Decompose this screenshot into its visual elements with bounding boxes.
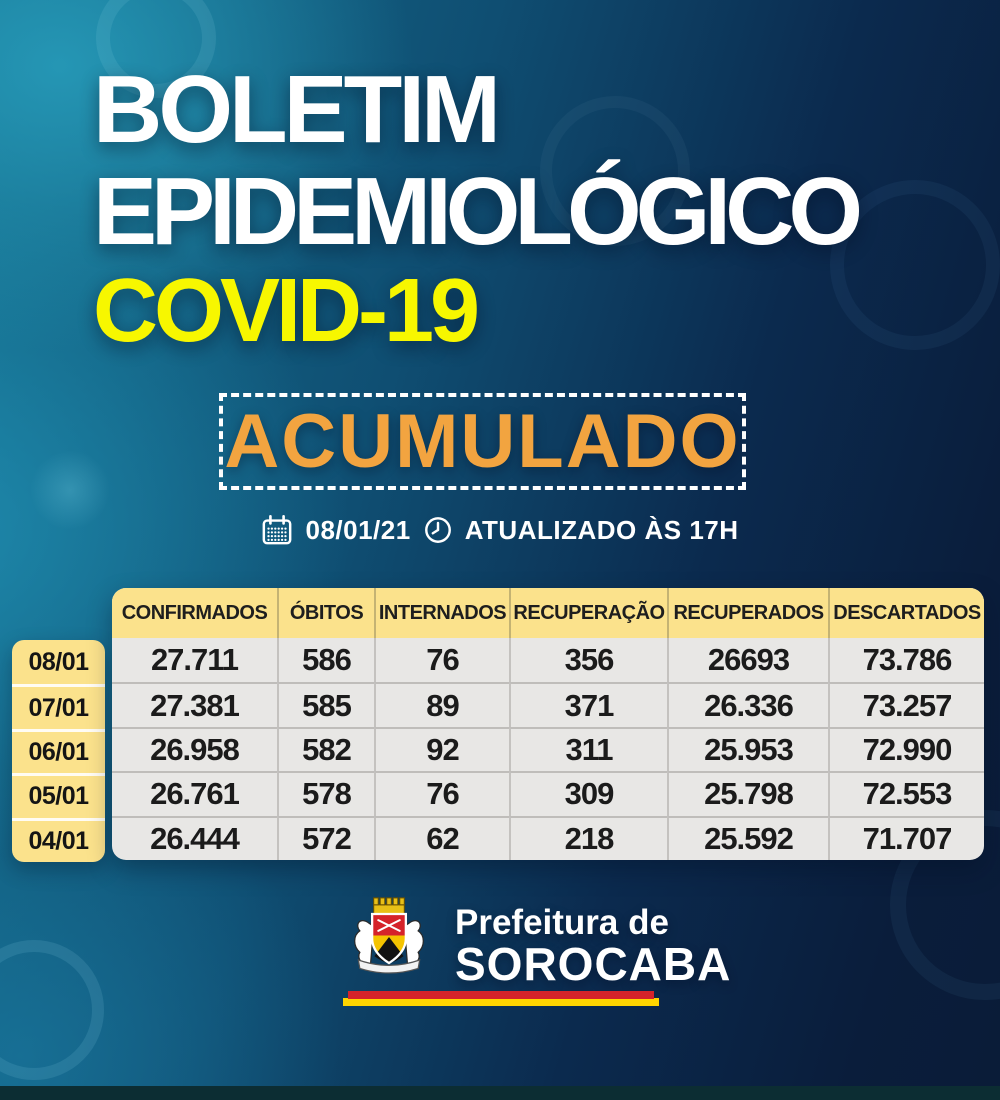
table-body: [112, 638, 984, 860]
table-cell: 27.711: [150, 642, 239, 678]
column-header: RECUPERAÇÃO: [509, 588, 667, 638]
table-cell: 356: [509, 638, 667, 682]
table-cell: 92: [374, 727, 509, 771]
city-flag-bar: [343, 991, 659, 1006]
table-row: [112, 727, 984, 771]
row-date: 07/01: [12, 684, 105, 728]
table-cell: 311: [509, 727, 667, 771]
acumulado-label: ACUMULADO: [224, 398, 741, 484]
data-table: [112, 588, 984, 860]
sorocaba-coat-of-arms: [343, 891, 435, 983]
table-cell: 25.798: [667, 771, 828, 815]
table-cell: 73.786: [828, 638, 984, 682]
calendar-icon: [261, 514, 293, 546]
row-date: 08/01: [28, 647, 89, 676]
org-line-1: Prefeitura de: [455, 903, 669, 942]
table-cell: 371: [509, 682, 667, 726]
bottom-edge-strip: [0, 1086, 1000, 1100]
org-line-2: SOROCABA: [455, 938, 732, 991]
row-date: 05/01: [12, 773, 105, 817]
table-cell: 572: [277, 816, 374, 860]
title-covid19: COVID-19: [93, 261, 477, 361]
table-header-row: [112, 588, 984, 638]
date-column: [12, 640, 105, 862]
flag-red-stripe: [348, 991, 654, 999]
table-row: [112, 816, 984, 860]
row-date: 04/01: [12, 818, 105, 862]
table-cell: 309: [509, 771, 667, 815]
footer-org-name: [455, 905, 731, 989]
table-cell: 218: [509, 816, 667, 860]
table-cell: 76: [374, 638, 509, 682]
update-info-bar: [0, 510, 1000, 550]
table-cell: 26.336: [667, 682, 828, 726]
row-date: 06/01: [12, 729, 105, 773]
table-cell: 586: [277, 638, 374, 682]
title-line-1: BOLETIM: [93, 56, 497, 163]
flag-yellow-stripe: [343, 998, 659, 1006]
report-date: 08/01/21: [305, 514, 411, 545]
table-row: [112, 682, 984, 726]
table-cell: 582: [277, 727, 374, 771]
table-row: [112, 771, 984, 815]
table-cell: 62: [374, 816, 509, 860]
column-header: CONFIRMADOS: [121, 601, 268, 624]
title-line-2: EPIDEMIOLÓGICO: [93, 158, 858, 265]
acumulado-badge: [219, 393, 746, 490]
table-cell: 27.381: [112, 682, 277, 726]
table-cell: 72.990: [828, 727, 984, 771]
table-cell: 26.958: [112, 727, 277, 771]
table-cell: 578: [277, 771, 374, 815]
column-header: DESCARTADOS: [828, 588, 984, 638]
table-cell: 89: [374, 682, 509, 726]
clock-icon: [423, 515, 453, 545]
table-cell: 26693: [667, 638, 828, 682]
table-row: [112, 638, 984, 682]
updated-time: ATUALIZADO ÀS 17H: [464, 514, 739, 545]
table-cell: 26.444: [112, 816, 277, 860]
table-cell: 25.592: [667, 816, 828, 860]
column-header: INTERNADOS: [374, 588, 509, 638]
table-cell: 71.707: [828, 816, 984, 860]
table-cell: 76: [374, 771, 509, 815]
table-cell: 585: [277, 682, 374, 726]
column-header: RECUPERADOS: [667, 588, 828, 638]
table-cell: 73.257: [828, 682, 984, 726]
column-header: ÓBITOS: [277, 588, 374, 638]
table-cell: 25.953: [667, 727, 828, 771]
virus-decoration: [0, 940, 104, 1080]
table-cell: 26.761: [112, 771, 277, 815]
table-cell: 72.553: [828, 771, 984, 815]
